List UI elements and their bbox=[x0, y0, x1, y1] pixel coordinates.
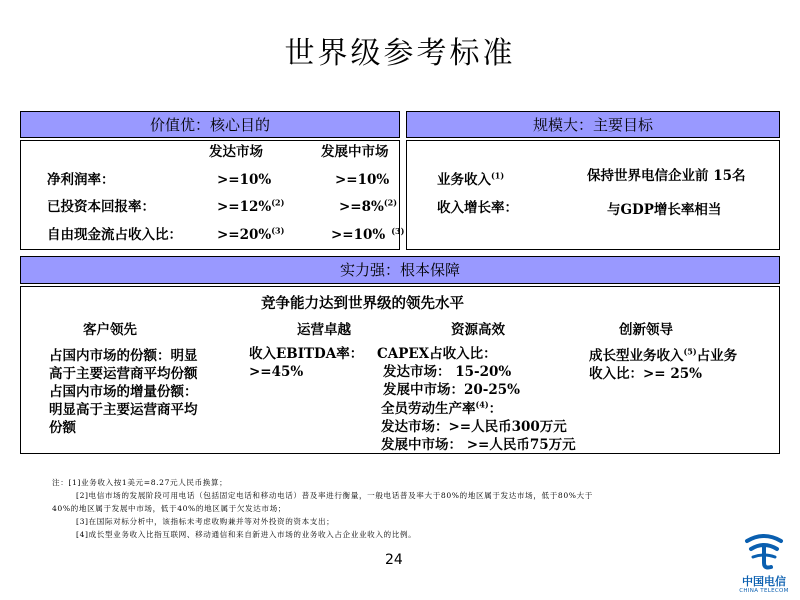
value-header-bar bbox=[20, 111, 400, 138]
innovation-line-1 bbox=[589, 347, 737, 365]
operation-title: 运营卓越 bbox=[297, 322, 351, 338]
footnote-line: [4]成长型业务收入比指互联网、移动通信和来自新进入市场的业务收入占企业业收入的比例。 bbox=[76, 530, 417, 539]
customer-line-1: 占国内市场的份额：明显 bbox=[49, 348, 198, 364]
footnote-mark: (5) bbox=[683, 346, 697, 357]
customer-line-4: 明显高于主要运营商平均 bbox=[49, 402, 198, 418]
col-developed: 发达市场 bbox=[209, 144, 263, 160]
value-cell: >=10% bbox=[335, 172, 390, 188]
footnotes bbox=[52, 476, 772, 541]
label-text: 业务收入 bbox=[437, 172, 491, 188]
value-cell: >=10% bbox=[331, 227, 386, 243]
row-label-roic: 已投资本回报率： bbox=[47, 199, 155, 215]
row-devg-net-margin bbox=[335, 171, 389, 189]
row-dev-roic bbox=[217, 198, 284, 216]
footnote-mark: (3) bbox=[271, 225, 285, 236]
logo-en: CHINA TELECOM bbox=[739, 588, 789, 594]
value-cell: >=20% bbox=[217, 227, 272, 243]
innovation-title: 创新领导 bbox=[619, 322, 673, 338]
value-header: 价值优：核心目的 bbox=[149, 116, 270, 134]
value-cell: >=10% bbox=[217, 172, 272, 188]
logo-cn: 中国电信 bbox=[742, 575, 786, 588]
resource-line-4 bbox=[381, 400, 502, 418]
resource-line-5: 发达市场：>=人民币300万元 bbox=[381, 419, 567, 435]
label-text: 全员劳动生产率 bbox=[381, 401, 476, 417]
row-dev-net-margin bbox=[217, 171, 271, 189]
value-cell: >=12% bbox=[217, 199, 272, 215]
china-telecom-logo-icon bbox=[733, 533, 795, 571]
footnote-line: [2]电信市场的发展阶段可用电话（包括固定电话和移动电话）普及率进行衡量，一般电话普及率大于80%的地区属于发达市场，低于80%大于 bbox=[76, 491, 593, 500]
strength-subtitle: 竞争能力达到世界级的领先水平 bbox=[261, 295, 464, 312]
revenue-label bbox=[437, 171, 504, 189]
label-text: 成长型业务收入 bbox=[589, 348, 684, 364]
customer-line-3: 占国内市场的增量份额： bbox=[49, 384, 198, 400]
operation-line-1: 收入EBITDA率： bbox=[249, 346, 364, 362]
footnote-line: 40%的地区属于发展中市场，低于40%的地区属于欠发达市场； bbox=[52, 504, 287, 513]
label-suffix: 占业务 bbox=[696, 348, 738, 364]
strength-box bbox=[20, 286, 780, 454]
china-telecom-logo bbox=[733, 533, 795, 597]
row-dev-fcf bbox=[217, 226, 284, 244]
resource-title: 资源高效 bbox=[451, 322, 505, 338]
resource-line-6: 发展中市场： >=人民币75万元 bbox=[381, 437, 576, 453]
resource-line-3: 发展中市场：20-25% bbox=[383, 382, 521, 398]
resource-line-1: CAPEX占收入比： bbox=[377, 346, 497, 362]
row-label-net-margin: 净利润率： bbox=[47, 172, 115, 188]
footnote-mark: (4) bbox=[475, 399, 489, 410]
value-cell: >=8% bbox=[339, 199, 384, 215]
footnote-mark: (3) bbox=[391, 225, 405, 236]
growth-value: 与GDP增长率相当 bbox=[607, 202, 722, 218]
row-devg-fcf bbox=[331, 226, 404, 244]
strength-header-bar bbox=[20, 256, 780, 284]
revenue-value: 保持世界电信企业前 15名 bbox=[587, 168, 746, 184]
page-number: 24 bbox=[385, 552, 403, 568]
customer-line-2: 高于主要运营商平均份额 bbox=[49, 366, 198, 382]
value-box bbox=[20, 140, 405, 250]
resource-line-2: 发达市场： 15-20% bbox=[383, 364, 512, 380]
label-suffix: ： bbox=[488, 401, 503, 417]
customer-title: 客户领先 bbox=[83, 322, 137, 338]
footnote-mark: (2) bbox=[271, 197, 285, 208]
row-label-fcf: 自由现金流占收入比： bbox=[47, 227, 182, 243]
footnote-line: 注：[1]业务收入按1美元=8.27元人民币换算； bbox=[52, 478, 228, 487]
col-developing: 发展中市场 bbox=[321, 144, 389, 160]
operation-line-2: >=45% bbox=[249, 364, 304, 380]
footnote-line: [3]在国际对标分析中，该指标未考虑收购兼并等对外投资的资本支出； bbox=[76, 517, 335, 526]
customer-line-5: 份额 bbox=[49, 420, 76, 436]
footnote-mark: (1) bbox=[491, 170, 505, 181]
strength-header: 实力强：根本保障 bbox=[339, 261, 460, 279]
scale-header-bar bbox=[406, 111, 780, 138]
page-title: 世界级参考标准 bbox=[284, 36, 516, 71]
growth-label: 收入增长率： bbox=[437, 200, 518, 216]
row-devg-roic bbox=[339, 198, 397, 216]
scale-box bbox=[406, 140, 780, 250]
footnote-mark: (2) bbox=[383, 197, 397, 208]
scale-header: 规模大：主要目标 bbox=[532, 116, 653, 134]
innovation-line-2: 收入比：>= 25% bbox=[589, 366, 702, 382]
